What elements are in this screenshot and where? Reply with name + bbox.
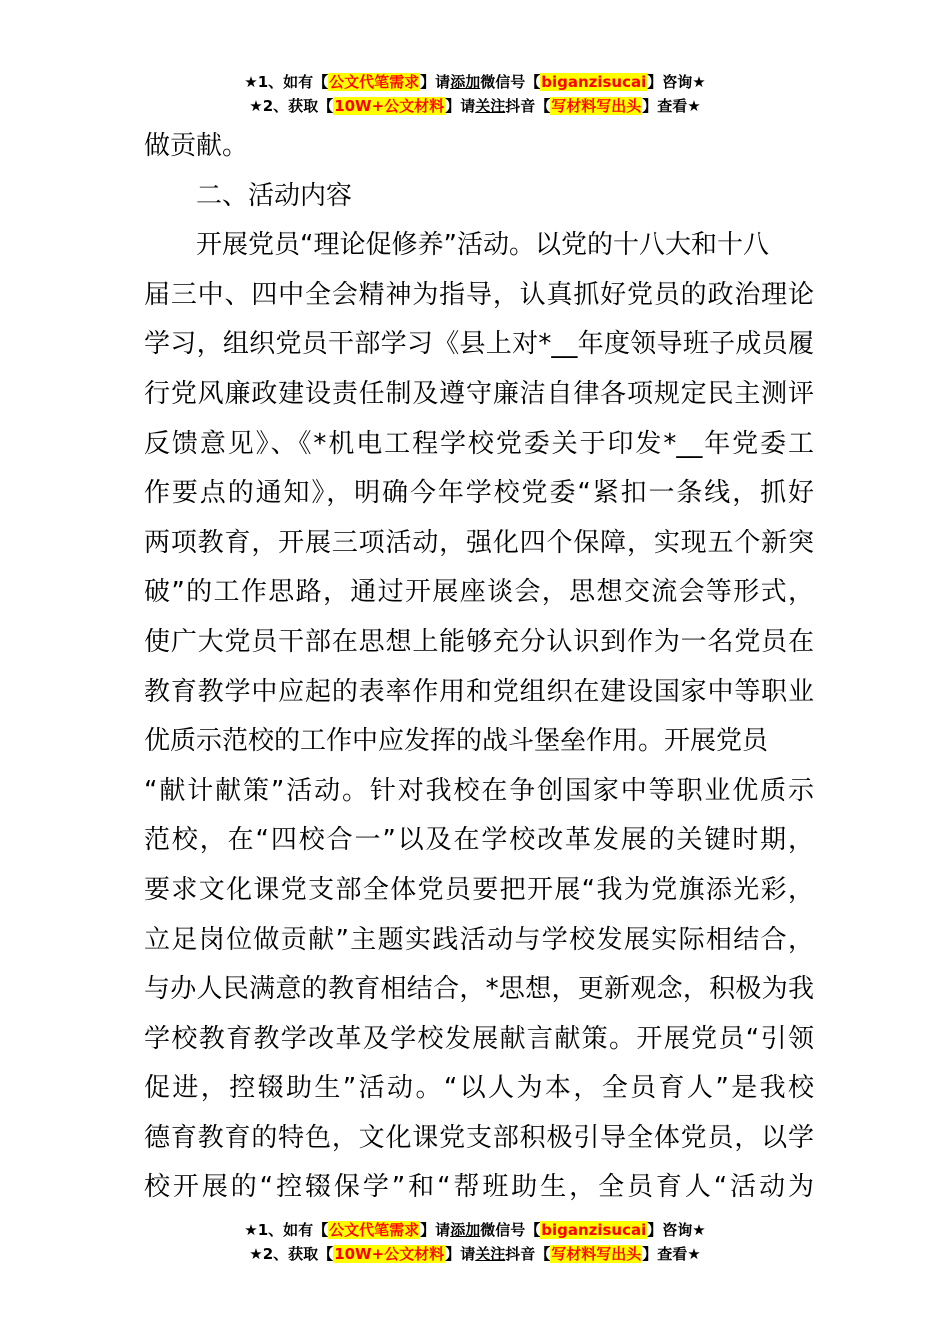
text-line: 校开展的“控辍保学”和“帮班助生，全员育人“活动为 — [144, 1172, 814, 1203]
text-line: “献计献策”活动。针对我校在争创国家中等职业优质示 — [144, 775, 814, 806]
banner-line-1 — [0, 70, 950, 94]
banner-underlined: 添加 — [450, 73, 481, 91]
text-line: 开展党员“理论促修养”活动。以党的十八大和十八 — [196, 230, 769, 261]
banner-highlight: 公文代笔需求 — [329, 73, 420, 91]
banner-text: ★1、如有【 — [244, 73, 329, 91]
banner-text: ★2、获取【 — [249, 97, 334, 115]
text-line: 届三中、四中全会精神为指导，认真抓好党员的政治理论 — [144, 279, 814, 310]
banner-underlined: 关注 — [475, 97, 506, 115]
text-line: 两项教育，开展三项活动，强化四个保障，实现五个新突 — [144, 527, 814, 558]
text-line: 与办人民满意的教育相结合，*思想，更新观念，积极为我 — [144, 974, 814, 1005]
banner-highlight: biganzisucai — [541, 1221, 647, 1239]
banner-text: 抖音【 — [505, 97, 551, 115]
text-line: 做贡献。 — [144, 131, 249, 161]
text-line: 反馈意见》、《*机电工程学校党委关于印发*__年党委工 — [144, 428, 814, 459]
text-line: 行党风廉政建设责任制及遵守廉洁自律各项规定民主测评 — [144, 378, 814, 409]
banner-text: 】请 — [445, 97, 476, 115]
banner-underlined: 添加 — [450, 1221, 481, 1239]
document-body — [144, 122, 814, 1213]
banner-text: 】查看★ — [642, 1245, 701, 1263]
text-line: 促进，控辍助生”活动。“以人为本，全员育人”是我校 — [144, 1073, 814, 1104]
banner-line-2 — [0, 94, 950, 118]
banner-text: ★2、获取【 — [249, 1245, 334, 1263]
banner-highlight: biganzisucai — [541, 73, 647, 91]
text-line: 德育教育的特色，文化课党支部积极引导全体党员，以学 — [144, 1122, 814, 1153]
banner-line-1 — [0, 1218, 950, 1242]
text-line: 学习，组织党员干部学习《县上对*__年度领导班子成员履 — [144, 329, 814, 360]
banner-text: 抖音【 — [505, 1245, 551, 1263]
banner-text: 微信号【 — [480, 1221, 541, 1239]
banner-text: 】咨询★ — [647, 1221, 706, 1239]
footer-banner — [0, 1218, 950, 1266]
text-line: 优质示范校的工作中应发挥的战斗堡垒作用。开展党员 — [144, 726, 769, 757]
text-line: 立足岗位做贡献”主题实践活动与学校发展实际相结合， — [144, 924, 814, 955]
banner-text: 】请 — [420, 1221, 451, 1239]
banner-highlight: 10W+公文材料 — [334, 97, 445, 115]
section-heading: 二、活动内容 — [196, 180, 353, 211]
banner-line-2 — [0, 1242, 950, 1266]
banner-highlight: 公文代笔需求 — [329, 1221, 420, 1239]
banner-text: 微信号【 — [480, 73, 541, 91]
text-line: 学校教育教学改革及学校发展献言献策。开展党员“引领 — [144, 1023, 814, 1054]
banner-highlight: 写材料写出头 — [551, 1245, 642, 1263]
text-line: 教育教学中应起的表率作用和党组织在建设国家中等职业 — [144, 676, 814, 707]
text-line: 作要点的通知》，明确今年学校党委“紧扣一条线，抓好 — [144, 478, 814, 509]
banner-text: ★1、如有【 — [244, 1221, 329, 1239]
banner-text: 】请 — [445, 1245, 476, 1263]
text-line: 破”的工作思路，通过开展座谈会，思想交流会等形式， — [144, 577, 814, 608]
banner-text: 】请 — [420, 73, 451, 91]
text-line: 要求文化课党支部全体党员要把开展“我为党旗添光彩， — [144, 874, 814, 905]
banner-highlight: 10W+公文材料 — [334, 1245, 445, 1263]
text-line: 范校，在“四校合一”以及在学校改革发展的关键时期， — [144, 825, 814, 856]
header-banner — [0, 70, 950, 118]
banner-text: 】查看★ — [642, 97, 701, 115]
banner-underlined: 关注 — [475, 1245, 506, 1263]
banner-highlight: 写材料写出头 — [551, 97, 642, 115]
banner-text: 】咨询★ — [647, 73, 706, 91]
text-line: 使广大党员干部在思想上能够充分认识到作为一名党员在 — [144, 626, 814, 657]
